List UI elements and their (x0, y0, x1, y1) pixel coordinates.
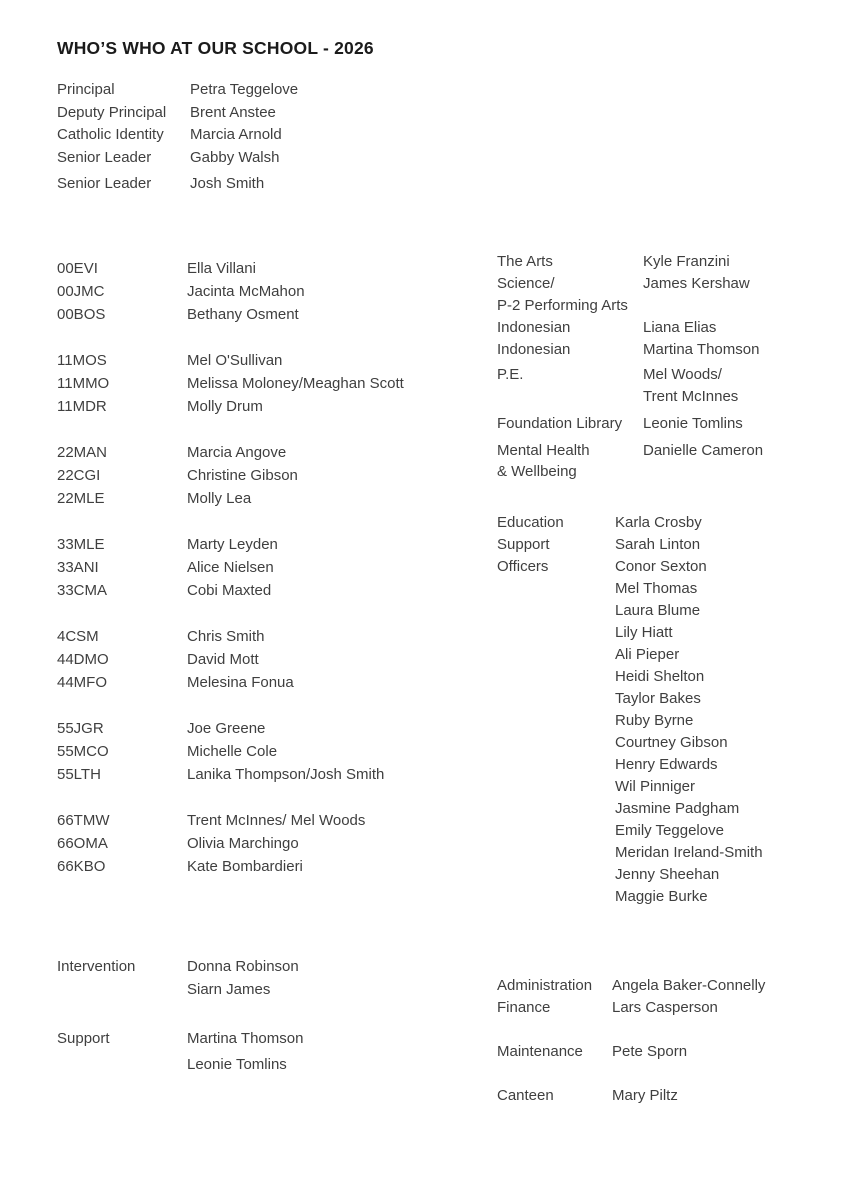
table-row (497, 754, 763, 776)
table-row (497, 732, 763, 754)
table-row (57, 441, 404, 464)
table-row (57, 832, 404, 855)
row-name: Donna Robinson (187, 958, 299, 975)
row-label: Senior Leader (57, 175, 152, 192)
row-name: Jenny Sheehan (615, 866, 720, 883)
row-name: Melesina Fonua (187, 674, 294, 691)
table-row (497, 295, 759, 317)
intervention-support-table (57, 955, 303, 1076)
class-group-year1 (57, 349, 404, 418)
row-name: Mel Woods/ (643, 366, 722, 383)
row-label (497, 820, 615, 842)
row-name: Trent McInnes (643, 388, 739, 405)
table-row (57, 79, 298, 102)
row-code: 00EVI (57, 260, 98, 277)
table-row (497, 317, 759, 339)
class-group-foundation (57, 257, 404, 326)
row-name: Mel Thomas (615, 580, 698, 597)
table-row (57, 533, 404, 556)
row-label: The Arts (497, 253, 553, 270)
row-label (497, 864, 615, 886)
row-label (497, 386, 643, 408)
row-name: Melissa Moloney/Meaghan Scott (187, 375, 404, 392)
row-code: 55LTH (57, 766, 101, 783)
row-code: 44DMO (57, 651, 109, 668)
row-label: P-2 Performing Arts (497, 297, 628, 314)
table-row (57, 349, 404, 372)
table-row (57, 763, 404, 786)
table-row (497, 886, 763, 908)
table-row (497, 820, 763, 842)
table-row (57, 124, 298, 147)
table-row (57, 147, 298, 170)
table-row (497, 776, 763, 798)
table-row (57, 173, 298, 196)
row-label: P.E. (497, 366, 524, 383)
services-table (497, 975, 765, 1107)
class-group-year4 (57, 625, 404, 694)
row-name: Karla Crosby (615, 514, 702, 531)
row-label (497, 842, 615, 864)
class-list (57, 257, 404, 901)
row-label: Officers (497, 558, 549, 575)
row-name: Laura Blume (615, 602, 701, 619)
row-name: Lanika Thompson/Josh Smith (187, 766, 385, 783)
row-name: Joe Greene (187, 720, 266, 737)
row-name: Emily Teggelove (615, 822, 724, 839)
row-label (497, 710, 615, 732)
row-name: Cobi Maxted (187, 582, 272, 599)
row-code: 00JMC (57, 283, 105, 300)
row-label (497, 688, 615, 710)
table-row (497, 440, 763, 462)
table-row (57, 464, 404, 487)
row-name: Olivia Marchingo (187, 835, 299, 852)
row-name: Wil Pinniger (615, 778, 696, 795)
table-row (57, 487, 404, 510)
row-label: Foundation Library (497, 415, 623, 432)
row-label (57, 1053, 187, 1076)
row-name: Jacinta McMahon (187, 283, 305, 300)
library-wellbeing-table (497, 413, 763, 483)
table-row (497, 798, 763, 820)
row-label: Maintenance (497, 1043, 583, 1060)
class-group-year5 (57, 717, 404, 786)
table-row (57, 717, 404, 740)
row-name: Martina Thomson (643, 341, 760, 358)
row-name: Conor Sexton (615, 558, 707, 575)
leadership-table (57, 79, 298, 196)
row-name: Courtney Gibson (615, 734, 728, 751)
row-label: Support (57, 1029, 110, 1047)
table-row (57, 855, 404, 878)
row-label: Science/ (497, 275, 555, 292)
row-code: 44MFO (57, 674, 108, 691)
table-row (497, 556, 763, 578)
row-label: Indonesian (497, 319, 571, 336)
row-name: Ruby Byrne (615, 712, 694, 729)
table-row (497, 1085, 765, 1107)
row-label: Finance (497, 999, 551, 1016)
table-row (497, 1041, 765, 1063)
row-label: Intervention (57, 958, 136, 975)
row-name: Martina Thomson (187, 1029, 304, 1047)
row-name: Kyle Franzini (643, 253, 730, 270)
row-label: Administration (497, 977, 593, 994)
row-label: Mental Health (497, 441, 590, 459)
row-label (497, 578, 615, 600)
row-label (497, 754, 615, 776)
row-name: Michelle Cole (187, 743, 278, 760)
row-name: David Mott (187, 651, 259, 668)
row-name: Jasmine Padgham (615, 800, 740, 817)
table-row (497, 842, 763, 864)
row-label: Education (497, 514, 564, 531)
row-name: Bethany Osment (187, 306, 299, 323)
row-label: Canteen (497, 1087, 554, 1104)
row-name: Lily Hiatt (615, 624, 673, 641)
table-row (57, 280, 404, 303)
row-code: 22MAN (57, 444, 108, 461)
table-row (57, 579, 404, 602)
row-code: 11MDR (57, 398, 107, 415)
row-name: Marcia Angove (187, 444, 287, 461)
row-label (57, 978, 187, 1001)
row-name: Liana Elias (643, 319, 717, 336)
table-row (497, 251, 759, 273)
table-row (497, 578, 763, 600)
row-code: 55JGR (57, 720, 104, 737)
row-code: 22CGI (57, 467, 101, 484)
row-code: 66TMW (57, 812, 110, 829)
table-row (497, 688, 763, 710)
row-name: Heidi Shelton (615, 668, 705, 685)
row-name: Molly Lea (187, 490, 252, 507)
table-row (497, 644, 763, 666)
row-name: Lars Casperson (612, 999, 718, 1016)
table-row (57, 556, 404, 579)
row-name: Petra Teggelove (190, 81, 299, 98)
row-name: Leonie Tomlins (187, 1055, 287, 1073)
row-code: 33ANI (57, 559, 99, 576)
row-name: Pete Sporn (612, 1043, 688, 1060)
table-row (57, 671, 404, 694)
table-row (57, 372, 404, 395)
row-name: Marty Leyden (187, 536, 278, 553)
table-row (57, 395, 404, 418)
table-row (497, 413, 763, 435)
row-label (497, 600, 615, 622)
row-code: 33CMA (57, 582, 108, 599)
row-name: Angela Baker-Connelly (612, 977, 766, 994)
education-support-table (497, 512, 763, 908)
row-label (497, 886, 615, 908)
row-name: James Kershaw (643, 275, 750, 292)
table-row (57, 102, 298, 125)
row-name: Alice Nielsen (187, 559, 274, 576)
row-label: Support (497, 536, 550, 553)
row-name: Chris Smith (187, 628, 265, 645)
table-row (57, 625, 404, 648)
table-row (497, 666, 763, 688)
row-code: 66KBO (57, 858, 106, 875)
table-row (57, 809, 404, 832)
row-name: Christine Gibson (187, 467, 298, 484)
row-name: Brent Anstee (190, 103, 276, 121)
row-name: Danielle Cameron (643, 441, 764, 459)
row-label: Senior Leader (57, 148, 152, 166)
row-code: 55MCO (57, 743, 109, 760)
row-name: Mary Piltz (612, 1087, 678, 1104)
row-name: Gabby Walsh (190, 148, 280, 166)
row-name: Maggie Burke (615, 888, 708, 905)
class-group-year2 (57, 441, 404, 510)
table-row (497, 997, 765, 1019)
table-row (497, 864, 763, 886)
table-row (57, 648, 404, 671)
page-title: WHO’S WHO AT OUR SCHOOL - 2026 (57, 38, 374, 58)
row-label (497, 798, 615, 820)
table-row (497, 273, 759, 295)
row-name: Taylor Bakes (615, 690, 701, 707)
table-row (57, 740, 404, 763)
row-label: Catholic Identity (57, 126, 164, 143)
table-row (497, 461, 763, 483)
row-name: Siarn James (187, 981, 271, 998)
table-row (57, 978, 303, 1001)
row-label: Deputy Principal (57, 103, 167, 121)
row-name: Josh Smith (190, 175, 265, 192)
row-label (497, 732, 615, 754)
row-name: Henry Edwards (615, 756, 718, 773)
row-label (497, 622, 615, 644)
row-name: Kate Bombardieri (187, 858, 303, 875)
row-name: Molly Drum (187, 398, 263, 415)
table-row (497, 364, 759, 386)
row-name: Sarah Linton (615, 536, 701, 553)
row-label (497, 666, 615, 688)
table-row (497, 975, 765, 997)
row-code: 11MMO (57, 375, 110, 392)
specialists-table (497, 251, 759, 408)
row-name: Leonie Tomlins (643, 415, 743, 432)
row-label (497, 776, 615, 798)
row-code: 00BOS (57, 306, 106, 323)
row-code: 4CSM (57, 628, 99, 645)
row-code: 11MOS (57, 352, 107, 369)
row-name: Mel O'Sullivan (187, 352, 283, 369)
table-row (497, 600, 763, 622)
row-code: 22MLE (57, 490, 105, 507)
row-label: Principal (57, 81, 115, 98)
row-name: Ella Villani (187, 260, 256, 277)
table-row (497, 386, 759, 408)
table-row (57, 1053, 303, 1076)
row-label (497, 644, 615, 666)
row-name: Trent McInnes/ Mel Woods (187, 812, 366, 829)
row-code: 66OMA (57, 835, 108, 852)
row-name: Meridan Ireland-Smith (615, 844, 763, 861)
table-row (497, 534, 763, 556)
table-row (497, 710, 763, 732)
row-name: Ali Pieper (615, 646, 680, 663)
table-row (497, 622, 763, 644)
table-row (57, 1027, 303, 1050)
class-group-year3 (57, 533, 404, 602)
row-label: Indonesian (497, 341, 571, 358)
table-row (497, 339, 759, 361)
row-code: 33MLE (57, 536, 105, 553)
table-row (497, 512, 763, 534)
table-row (57, 303, 404, 326)
row-name: Marcia Arnold (190, 126, 282, 143)
table-row (57, 955, 303, 978)
table-row (57, 257, 404, 280)
class-group-year6 (57, 809, 404, 878)
row-label: & Wellbeing (497, 463, 577, 480)
